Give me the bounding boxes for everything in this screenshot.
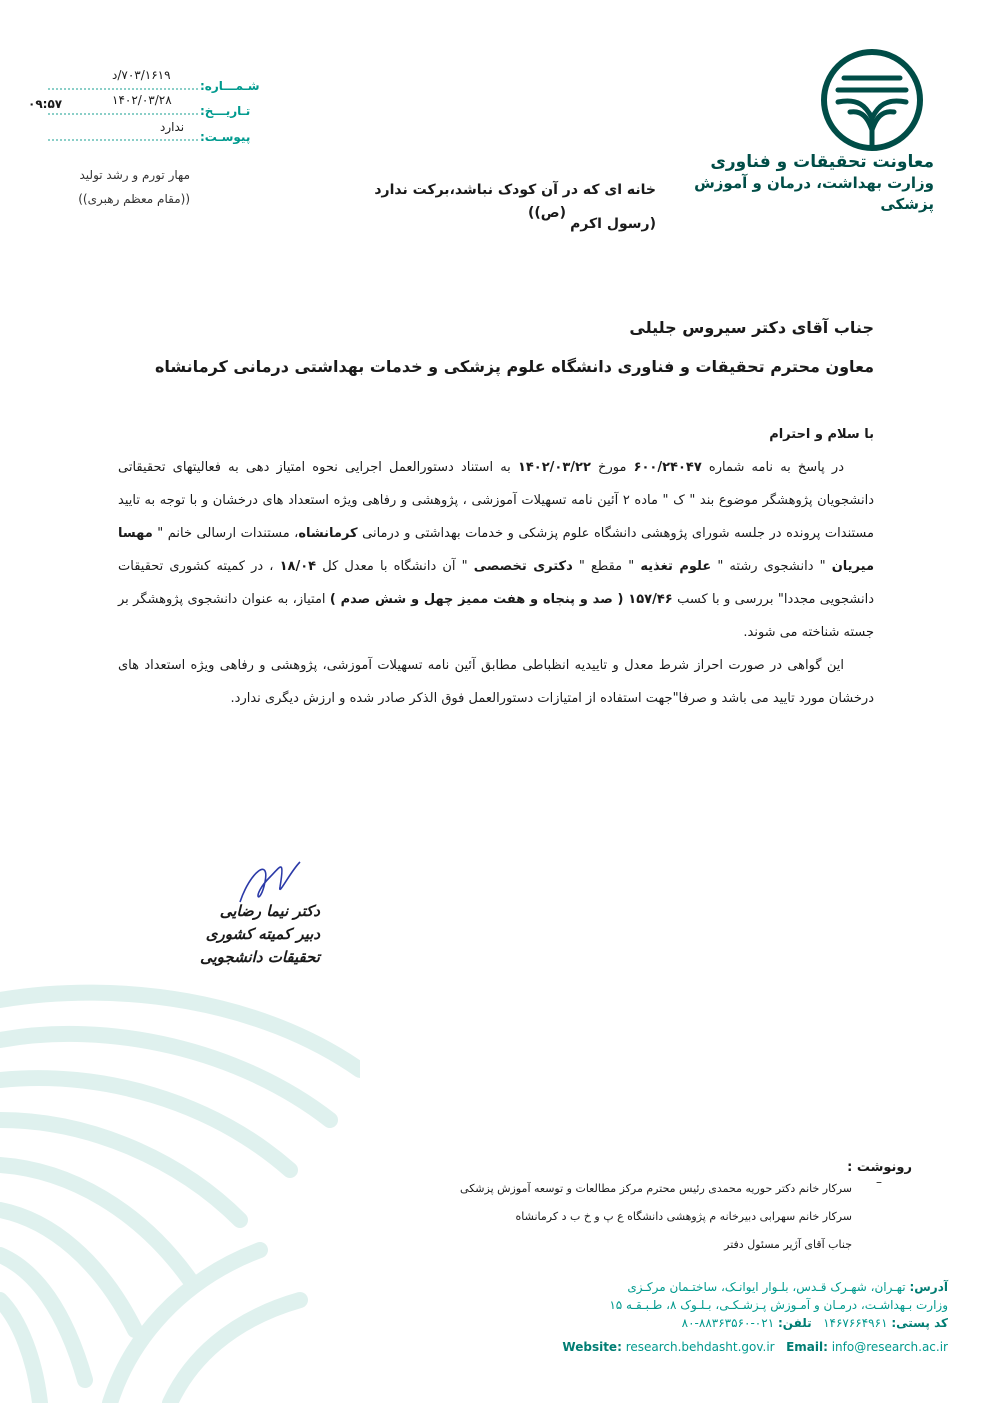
p1-text-a: در پاسخ به نامه شماره bbox=[701, 460, 844, 475]
p1-text-b: مورخ bbox=[590, 460, 634, 475]
cc-item: جناب آقای آژیر مسئول دفتر bbox=[724, 1238, 852, 1251]
degree-level: دکتری تخصصی bbox=[473, 559, 573, 574]
recipient-title: معاون محترم تحقیقات و فناوری دانشگاه علوم پزشکی و خدمات بهداشتی درمانی کرمانشاه bbox=[154, 357, 874, 376]
org-name-line2: وزارت بهداشت، درمان و آموزش پزشکی bbox=[694, 174, 934, 213]
postal-code-value: ۱۴۶۷۶۶۴۹۶۱ bbox=[823, 1316, 888, 1330]
p1-text-e: " دانشجوی رشته " bbox=[711, 559, 832, 574]
letter-date-line bbox=[48, 113, 198, 115]
phone-label: تلفن: bbox=[777, 1316, 812, 1330]
body-paragraph-2: این گواهی در صورت احراز شرط معدل و تاییدیه انظباطی مطابق آئین نامه تسهیلات آموزشی، پژوهشی و رفاهی ویژه استعداد های درخشان مورد تایید می باشد و صرفا"جهت استفاده از امتیازات دستورالعمل فوق الذکر صادر شده و ارزش دیگری ندارد. bbox=[118, 658, 874, 706]
signer-title-line2: تحقیقات دانشجویی bbox=[200, 948, 320, 966]
slogan-line2: ((مقام معظم رهبری)) bbox=[78, 192, 190, 206]
letter-time-value: ۰۹:۵۷ bbox=[28, 97, 63, 111]
student-name: مهسا میریان bbox=[118, 526, 875, 574]
year-slogan bbox=[40, 163, 190, 211]
website-label: Website: bbox=[562, 1340, 622, 1354]
letter-date-label: تـاریـــخ: bbox=[200, 104, 251, 118]
signer-name: دکتر نیما رضایی bbox=[219, 902, 320, 920]
cc-bullet: – bbox=[876, 1175, 882, 1189]
signature-block bbox=[150, 900, 320, 969]
recipient-name: جناب آقای دکتر سیروس جلیلی bbox=[629, 318, 874, 337]
letter-number-value: ۷۰۳/۱۶۱۹/د bbox=[112, 68, 171, 82]
org-name-line1: معاونت تحقیقات و فناوری bbox=[710, 152, 934, 172]
city-name: کرمانشاه bbox=[298, 526, 358, 541]
cc-item: سرکار خانم دکتر حوریه محمدی رئیس محترم مرکز مطالعات و توسعه آموزش پزشکی bbox=[460, 1182, 852, 1195]
attachment-value: ندارد bbox=[160, 120, 185, 134]
gpa-value: ۱۸/۰۴ bbox=[279, 559, 317, 574]
cc-label: رونوشت : bbox=[847, 1160, 912, 1175]
signer-title-line1: دبیر کمیته کشوری bbox=[205, 925, 320, 943]
website-link[interactable]: research.behdasht.gov.ir bbox=[625, 1340, 775, 1354]
organization-name bbox=[674, 152, 934, 215]
attachment-label: پیوسـت: bbox=[200, 130, 251, 144]
email-link[interactable]: info@research.ac.ir bbox=[831, 1340, 948, 1354]
letter-number-line bbox=[48, 88, 198, 90]
attachment-line bbox=[48, 139, 198, 141]
footer-contact bbox=[562, 1340, 948, 1354]
background-wave-graphic bbox=[0, 960, 360, 1403]
footer-address bbox=[518, 1278, 948, 1332]
reference-date: ۱۴۰۲/۰۳/۲۲ bbox=[517, 460, 591, 475]
phone-value: ۰۲۱-۸۸۳۶۳۵۶۰-۸۰ bbox=[681, 1316, 775, 1330]
email-label: Email: bbox=[786, 1340, 828, 1354]
p1-text-c: به استناد دستورالعمل اجرایی نحوه امتیاز دهی به فعالیتهای تحقیقاتی دانشجویان پژوهشگر موضوع بند " ک " ماده ۲ آئین نامه تسهیلات آموزشی ، پژوهشی و رفاهی ویژه استعداد های درخشان و با توجه به تایید مستندات پرونده در جلسه شورای پژوهشی دانشگاه علوم پزشکی و خدمات بهداشتی و درمانی bbox=[118, 460, 874, 541]
ministry-logo-icon bbox=[810, 48, 934, 152]
postal-code-label: کد پستی: bbox=[891, 1316, 948, 1330]
cc-item: سرکار خانم سهرابی دبیرخانه م پژوهشی دانشگاه ع پ و خ ب د کرمانشاه bbox=[515, 1210, 852, 1223]
body-paragraph-1 bbox=[118, 451, 874, 649]
p1-text-h: ، در کمیته کشوری تحقیقات دانشجویی مجددا" بررسی و با کسب bbox=[118, 559, 874, 607]
letter-number-label: شـمـــاره: bbox=[200, 79, 260, 93]
p1-text-i: امتیاز، به عنوان دانشجوی پژوهشگر بر جسته شناخته می شوند. bbox=[118, 592, 874, 640]
cc-list bbox=[392, 1175, 852, 1259]
address-label: آدرس: bbox=[909, 1280, 948, 1294]
p1-text-g: " آن دانشگاه با معدل کل bbox=[316, 559, 474, 574]
greeting: با سلام و احترام bbox=[769, 427, 874, 442]
letter-date-value: ۱۴۰۲/۰۳/۲۸ bbox=[112, 93, 172, 107]
p1-text-d: ، مستندات ارسالی خانم " bbox=[152, 526, 299, 541]
letter-body bbox=[118, 451, 874, 715]
address-line1: تهـران، شهـرک قـدس، بلـوار ایوانـک، ساختـمان مرکـزی bbox=[627, 1280, 906, 1294]
score-value: ۱۵۷/۴۶ ( صد و پنجاه و هفت ممیز چهل و شش صدم ) bbox=[329, 592, 673, 607]
p1-text-f: " مقطع " bbox=[572, 559, 641, 574]
address-line2: وزارت بـهداشـت، درمـان و آمـوزش پـزشـکـی، بـلـوک ۸، طـبـقـه ۱۵ bbox=[609, 1298, 948, 1312]
header-motto-continued: (ص)) bbox=[527, 205, 566, 221]
slogan-line1: مهار تورم و رشد تولید bbox=[79, 168, 190, 182]
header-motto: خانه ای که در آن کودک نباشد،برکت ندارد (رسول اکرم bbox=[374, 182, 656, 232]
reference-number: ۶۰۰/۲۴۰۴۷ bbox=[633, 460, 702, 475]
field-of-study: علوم تغذیه bbox=[640, 559, 712, 574]
